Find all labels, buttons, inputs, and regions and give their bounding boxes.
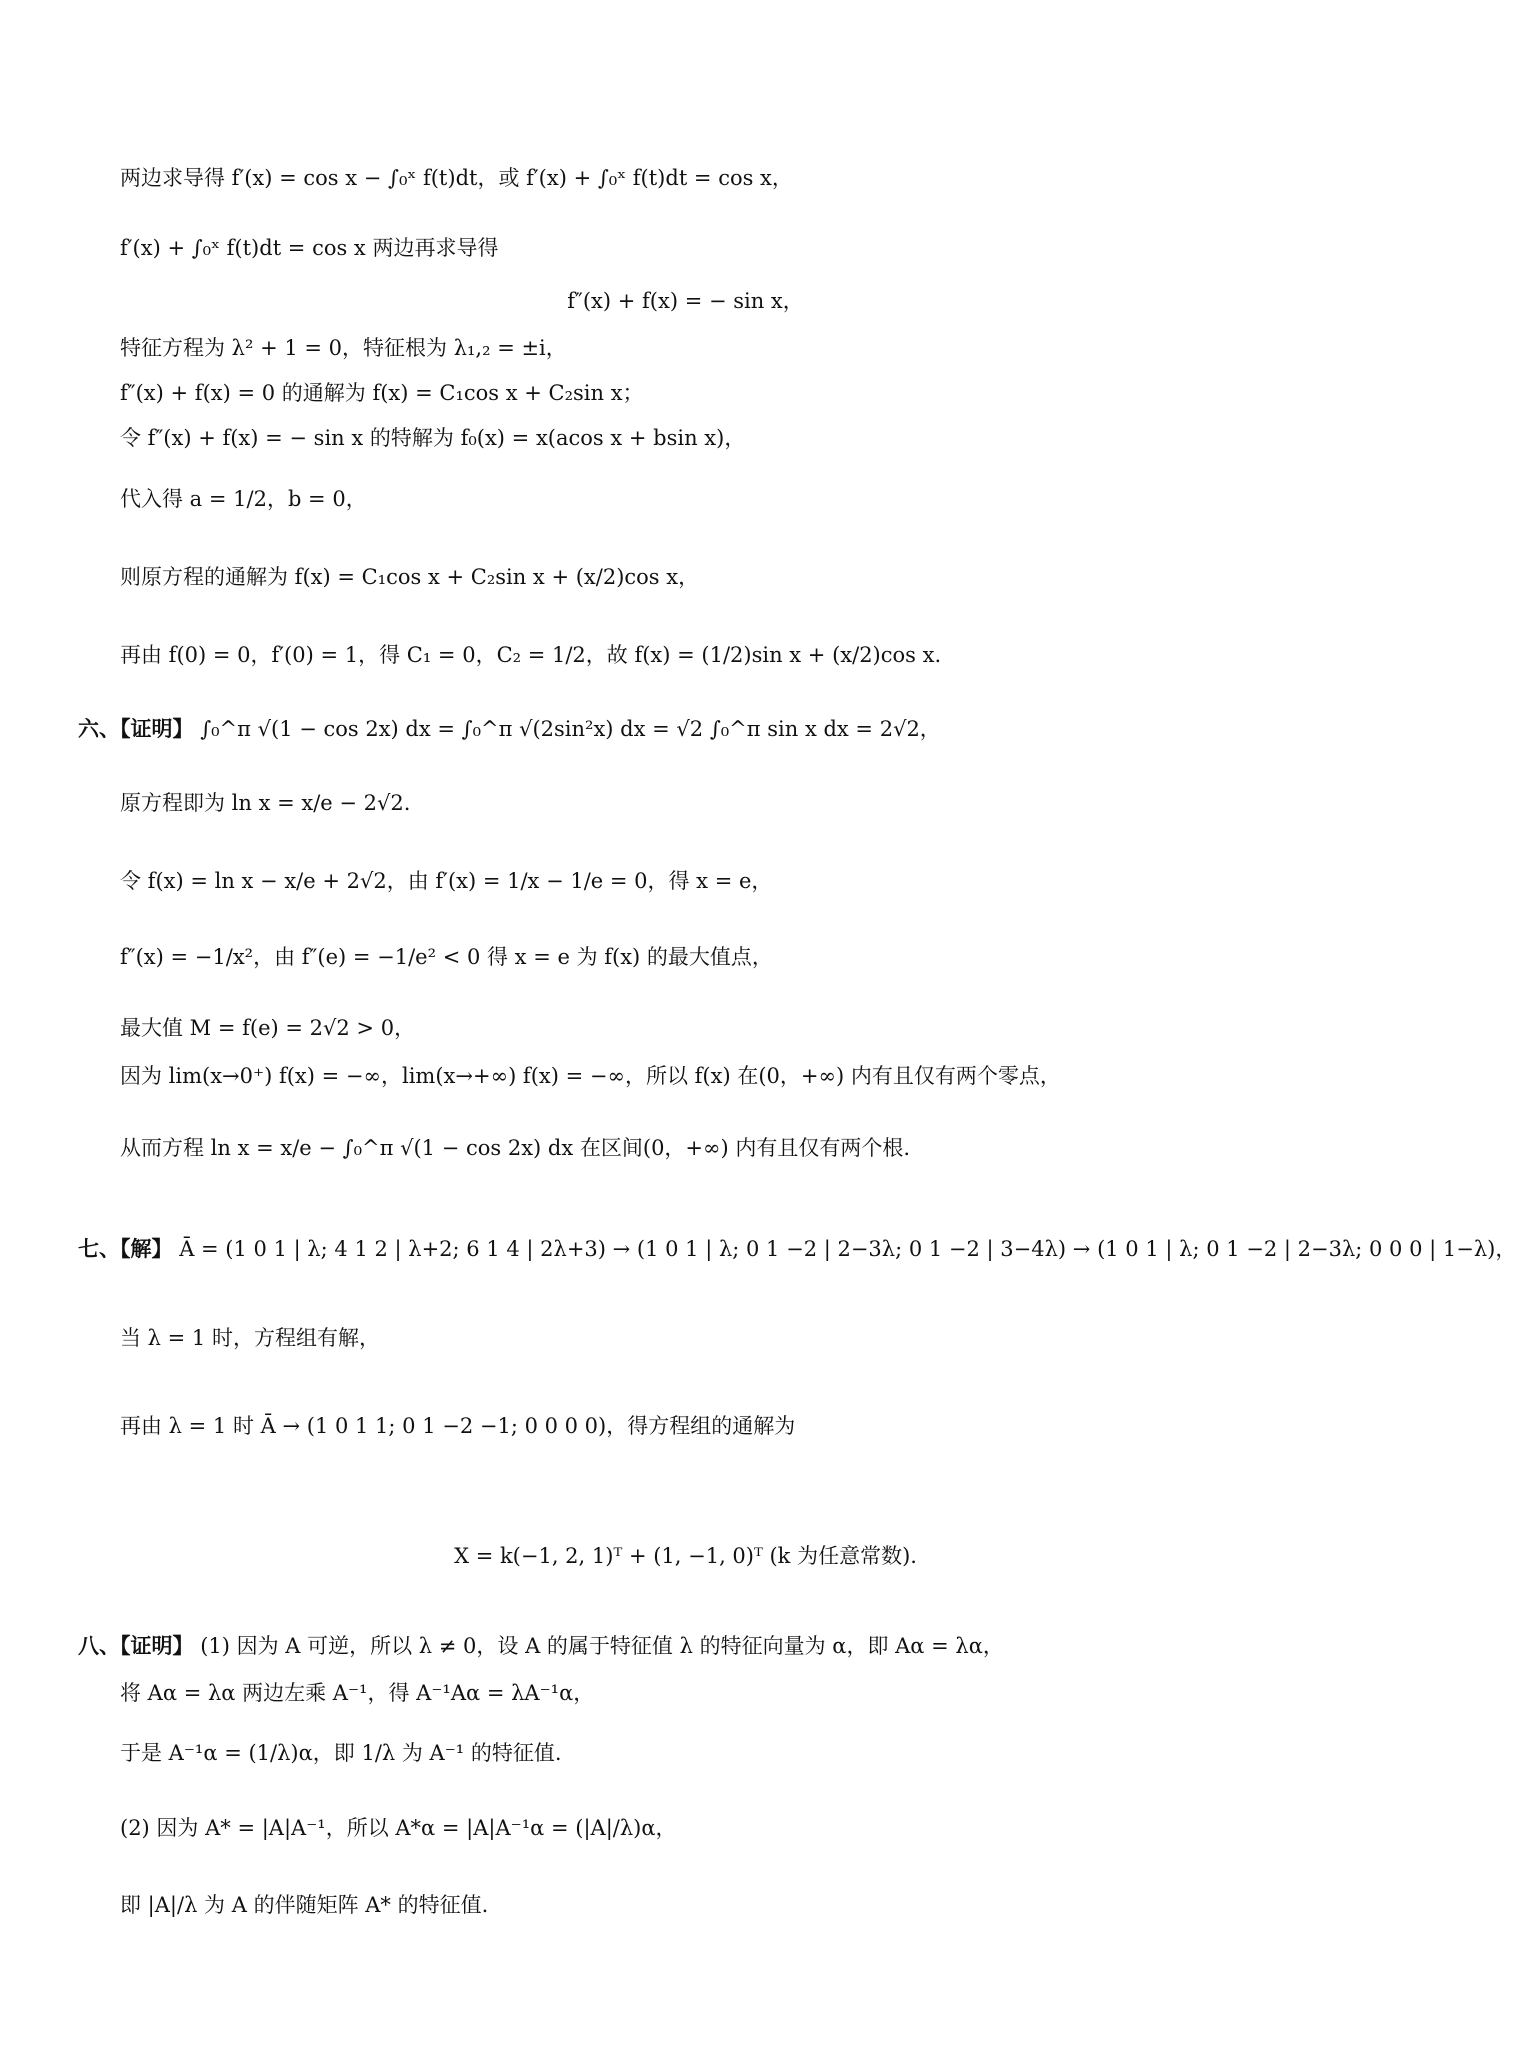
text-line-13: f″(x) = −1/x²，由 f″(e) = −1/e² < 0 得 x = e 为 f(x) 的最大值点， — [120, 945, 773, 969]
text-line-22: 将 Aα = λα 两边左乘 A⁻¹，得 A⁻¹Aα = λA⁻¹α， — [120, 1681, 595, 1705]
equation-line-3: f″(x) + f(x) = − sin x， — [567, 289, 804, 313]
text-line-23: 于是 A⁻¹α = (1/λ)α，即 1/λ 为 A⁻¹ 的特征值. — [120, 1741, 562, 1765]
text-line-24: (2) 因为 A* = |A|A⁻¹，所以 A*α = |A|A⁻¹α = (|A|/λ)α， — [120, 1816, 677, 1840]
text-line-11: 原方程即为 ln x = x/e − 2√2. — [120, 791, 411, 815]
text-line-7: 代入得 a = 1/2，b = 0， — [120, 487, 367, 511]
text-line-4: 特征方程为 λ² + 1 = 0，特征根为 λ₁,₂ = ±i， — [120, 336, 567, 360]
text-line-16: 从而方程 ln x = x/e − ∫₀^π √(1 − cos 2x) dx 在区间(0，+∞) 内有且仅有两个根. — [120, 1136, 911, 1160]
section-6-label: 六、【证明】 — [78, 716, 194, 741]
text-line-9: 再由 f(0) = 0，f′(0) = 1，得 C₁ = 0，C₂ = 1/2，故 f(x) = (1/2)sin x + (x/2)cos x. — [120, 643, 942, 667]
text-line-14: 最大值 M = f(e) = 2√2 > 0， — [120, 1016, 416, 1040]
section-7-line: 七、【解】 Ā = (1 0 1 | λ; 4 1 2 | λ+2; 6 1 4 | 2λ+3) → (1 0 1 | λ; 0 1 −2 | 2−3λ; 0 1 −2 | 3−4λ) → (1 0 1 | λ; 0 1 −2 | 2−3λ; 0 0 0 | 1−λ)， — [78, 1236, 1516, 1261]
section-6-line: 六、【证明】 ∫₀^π √(1 − cos 2x) dx = ∫₀^π √(2sin²x) dx = √2 ∫₀^π sin x dx = 2√2， — [78, 716, 941, 741]
text-line-12: 令 f(x) = ln x − x/e + 2√2，由 f′(x) = 1/x − 1/e = 0，得 x = e， — [120, 869, 773, 893]
text-line-25: 即 |A|/λ 为 A 的伴随矩阵 A* 的特征值. — [120, 1893, 489, 1917]
equation-line-20: X = k(−1, 2, 1)ᵀ + (1, −1, 0)ᵀ (k 为任意常数). — [454, 1544, 917, 1568]
text-line-1: 两边求导得 f′(x) = cos x − ∫₀ˣ f(t)dt，或 f′(x) + ∫₀ˣ f(t)dt = cos x， — [120, 166, 793, 190]
text-line-2: f′(x) + ∫₀ˣ f(t)dt = cos x 两边再求导得 — [120, 236, 499, 260]
section-8-line: 八、【证明】 (1) 因为 A 可逆，所以 λ ≠ 0，设 A 的属于特征值 λ 的特征向量为 α，即 Aα = λα， — [78, 1633, 1004, 1658]
section-8-label: 八、【证明】 — [78, 1633, 194, 1658]
text-line-5: f″(x) + f(x) = 0 的通解为 f(x) = C₁cos x + C₂sin x； — [120, 381, 644, 405]
section-7-label: 七、【解】 — [78, 1236, 173, 1261]
text-line-18: 当 λ = 1 时，方程组有解， — [120, 1326, 380, 1350]
text-line-19: 再由 λ = 1 时 Ā → (1 0 1 1; 0 1 −2 −1; 0 0 0 0)，得方程组的通解为 — [120, 1414, 796, 1438]
text-line-15: 因为 lim(x→0⁺) f(x) = −∞，lim(x→+∞) f(x) = −∞，所以 f(x) 在(0，+∞) 内有且仅有两个零点， — [120, 1064, 1061, 1088]
text-line-8: 则原方程的通解为 f(x) = C₁cos x + C₂sin x + (x/2)cos x， — [120, 565, 700, 589]
text-line-6: 令 f″(x) + f(x) = − sin x 的特解为 f₀(x) = x(acos x + bsin x)， — [120, 426, 746, 450]
